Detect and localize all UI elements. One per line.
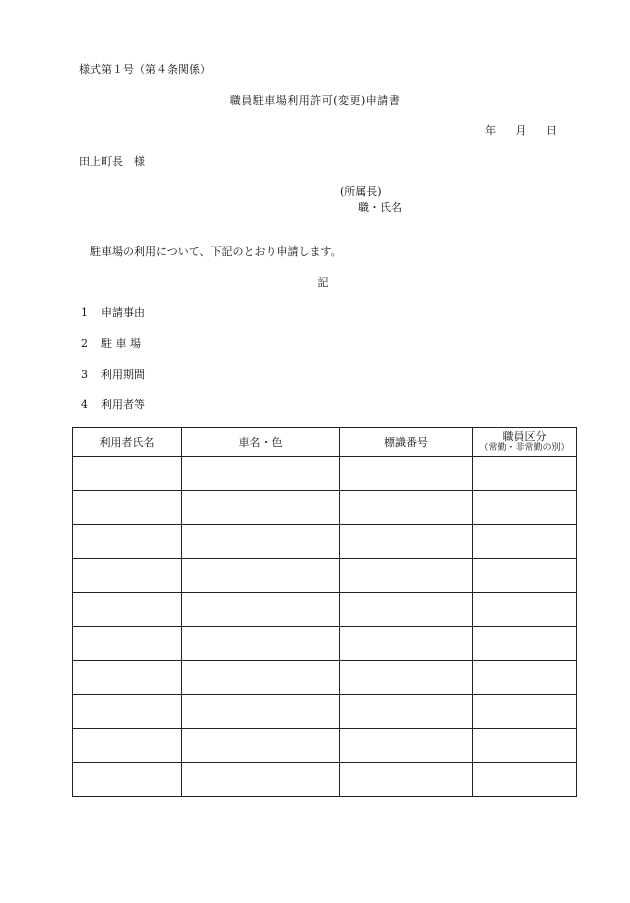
table-row [73,491,577,525]
user-name-cell[interactable] [73,729,182,763]
staff-category-cell[interactable] [473,559,577,593]
user-name-cell[interactable] [73,661,182,695]
item-users [81,398,145,412]
car-name-color-cell[interactable] [182,729,340,763]
applicant-name-label: 職・氏名 [358,201,402,214]
table-row [73,695,577,729]
staff-category-cell[interactable] [473,763,577,797]
user-name-cell[interactable] [73,593,182,627]
affiliation-label: (所属長) [340,185,382,198]
plate-number-cell[interactable] [340,457,473,491]
plate-number-cell[interactable] [340,729,473,763]
header-car-name-color: 車名・色 [182,428,340,457]
item-label: 申請事由 [101,306,145,319]
car-name-color-cell[interactable] [182,627,340,661]
table-row [73,729,577,763]
staff-category-cell[interactable] [473,661,577,695]
user-name-cell[interactable] [73,559,182,593]
item-period [81,368,145,382]
user-name-cell[interactable] [73,763,182,797]
header-staff-category [473,428,577,457]
car-name-color-cell[interactable] [182,593,340,627]
form-number: 様式第１号（第４条関係） [79,63,211,76]
table-row [73,525,577,559]
item-label: 利用期間 [101,368,145,381]
plate-number-cell[interactable] [340,593,473,627]
item-number: 4 [81,398,88,411]
request-statement: 駐車場の利用について、下記のとおり申請します。 [90,245,342,258]
plate-number-cell[interactable] [340,763,473,797]
staff-category-cell[interactable] [473,491,577,525]
car-name-color-cell[interactable] [182,661,340,695]
table-row [73,627,577,661]
table-row [73,763,577,797]
item-label: 利用者等 [101,398,145,411]
header-user-name: 利用者氏名 [73,428,182,457]
item-number: 2 [81,337,88,350]
plate-number-cell[interactable] [340,491,473,525]
car-name-color-cell[interactable] [182,559,340,593]
header-staff-category-label: 職員区分 [502,430,547,443]
ki-heading: 記 [317,276,329,289]
item-number: 1 [81,306,88,319]
table-body [73,457,577,797]
staff-category-cell[interactable] [473,695,577,729]
plate-number-cell[interactable] [340,559,473,593]
user-name-cell[interactable] [73,695,182,729]
staff-category-cell[interactable] [473,525,577,559]
item-reason [81,306,145,320]
car-name-color-cell[interactable] [182,763,340,797]
staff-category-cell[interactable] [473,457,577,491]
staff-category-cell[interactable] [473,729,577,763]
header-plate-number: 標識番号 [340,428,473,457]
plate-number-cell[interactable] [340,525,473,559]
plate-number-cell[interactable] [340,661,473,695]
table-row [73,457,577,491]
item-parking-lot [81,337,141,351]
user-name-cell[interactable] [73,457,182,491]
document-title: 職員駐車場利用許可(変更)申請書 [229,94,401,107]
user-name-cell[interactable] [73,491,182,525]
header-staff-category-sub: （常勤・非常勤の別） [479,443,570,453]
date-line [485,124,557,138]
car-name-color-cell[interactable] [182,525,340,559]
table-header-row [73,428,577,457]
car-name-color-cell[interactable] [182,457,340,491]
item-label: 駐 車 場 [101,337,141,350]
plate-number-cell[interactable] [340,627,473,661]
table-row [73,661,577,695]
addressee: 田上町長 様 [79,155,145,168]
date-day-label: 日 [546,124,557,137]
user-name-cell[interactable] [73,627,182,661]
car-name-color-cell[interactable] [182,695,340,729]
staff-category-cell[interactable] [473,593,577,627]
date-month-label: 月 [515,124,527,137]
users-table [72,427,577,797]
staff-category-cell[interactable] [473,627,577,661]
user-name-cell[interactable] [73,525,182,559]
table-row [73,593,577,627]
item-number: 3 [81,368,88,381]
plate-number-cell[interactable] [340,695,473,729]
table-row [73,559,577,593]
car-name-color-cell[interactable] [182,491,340,525]
date-year-label: 年 [485,124,496,137]
